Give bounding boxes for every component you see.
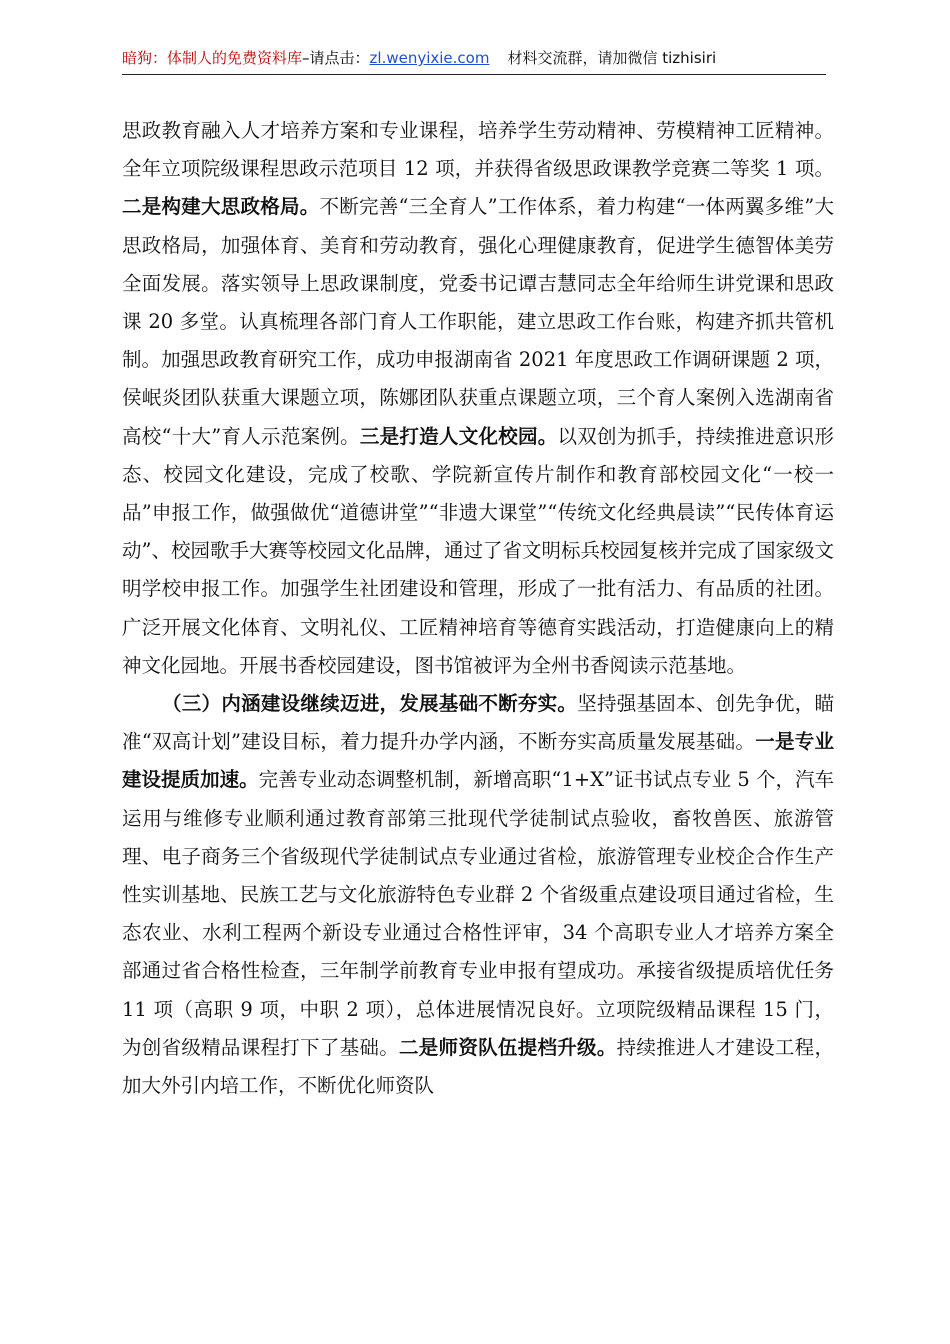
paragraph-text: 思政教育融入人才培养方案和专业课程，培养学生劳动精神、劳模精神工匠精神。全年立项院级课程思政示范项目 12 项，并获得省级思政课教学竞赛二等奖 1 项。 — [122, 119, 834, 181]
page-header — [122, 46, 826, 75]
paragraph-text: 不断完善“三全育人”工作体系，着力构建“一体两翼多维”大思政格局，加强体育、美育和劳动教育，强化心理健康教育，促进学生德智体美劳全面发展。落实领导上思政课制度，党委书记谭吉慧同志全年给师生讲党课和思政课 20 多堂。认真梳理各部门育人工作职能，建立思政工作台账，构建齐抓共管机制。加强思政教育研究工作，成功申报湖南省 2021 年度思政工作调研课题 2 项，侯岷炎团队获重大课题立项，陈娜团队获重点课题立项，三个育人案例入选湖南省高校“十大”育人示范案例。 — [122, 195, 834, 448]
document-body — [122, 112, 834, 1105]
paragraph-text: 坚持强基固本、创先争优，瞄准“双高计划”建设目标，着力提升办学内涵，不断夯实高质量发展基础。 — [122, 692, 834, 754]
bold-heading: 三是打造人文化校园。 — [359, 424, 558, 448]
header-link[interactable]: zl.wenyixie.com — [369, 49, 490, 67]
paragraph-text: 以双创为抓手，持续推进意识形态、校园文化建设，完成了校歌、学院新宣传片制作和教育部校园文化“一校一品”申报工作，做强做优“道德讲堂”“非遗大课堂”“传统文化经典晨读”“民传体育运动”、校园歌手大赛等校园文化品牌，通过了省文明标兵校园复核并完成了国家级文明学校申报工作。加强学生社团建设和管理，形成了一批有活力、有品质的社团。广泛开展文化体育、文明礼仪、工匠精神培育等德育实践活动，打造健康向上的精神文化园地。开展书香校园建设，图书馆被评为全州书香阅读示范基地。 — [122, 424, 834, 677]
paragraph-text: 完善专业动态调整机制，新增高职“1+X”证书试点专业 5 个，汽车运用与维修专业顺利通过教育部第三批现代学徒制试点验收，畜牧兽医、旅游管理、电子商务三个省级现代学徒制试点专业通过省检，旅游管理专业校企合作生产性实训基地、民族工艺与文化旅游特色专业群 2 个省级重点建设项目通过省检，生态农业、水利工程两个新设专业通过合格性评审，34 个高职专业人才培养方案全部通过省合格性检查，三年制学前教育专业申报有望成功。承接省级提质培优任务 11 项（高职 9 项，中职 2 项），总体进展情况良好。立项院级精品课程 15 门，为创省级精品课程打下了基础。 — [122, 768, 834, 1059]
header-wechat-note: 材料交流群，请加微信 tizhisiri — [507, 49, 717, 67]
header-brand: 暗狗：体制人的免费资料库 — [122, 49, 303, 67]
header-prompt: –请点击： — [302, 49, 370, 67]
bold-heading: 二是构建大思政格局。 — [122, 195, 320, 219]
bold-heading: 二是师资队伍提档升级。 — [398, 1035, 617, 1059]
bold-heading: 一是专业建设提质加速。 — [122, 730, 834, 792]
paragraph-ideological-education — [122, 112, 834, 685]
paragraph-connotation-building — [122, 685, 834, 1105]
section-heading: （三）内涵建设继续迈进，发展基础不断夯实。 — [162, 692, 578, 716]
paragraph-text: 持续推进人才建设工程，加大外引内培工作，不断优化师资队 — [122, 1035, 834, 1098]
